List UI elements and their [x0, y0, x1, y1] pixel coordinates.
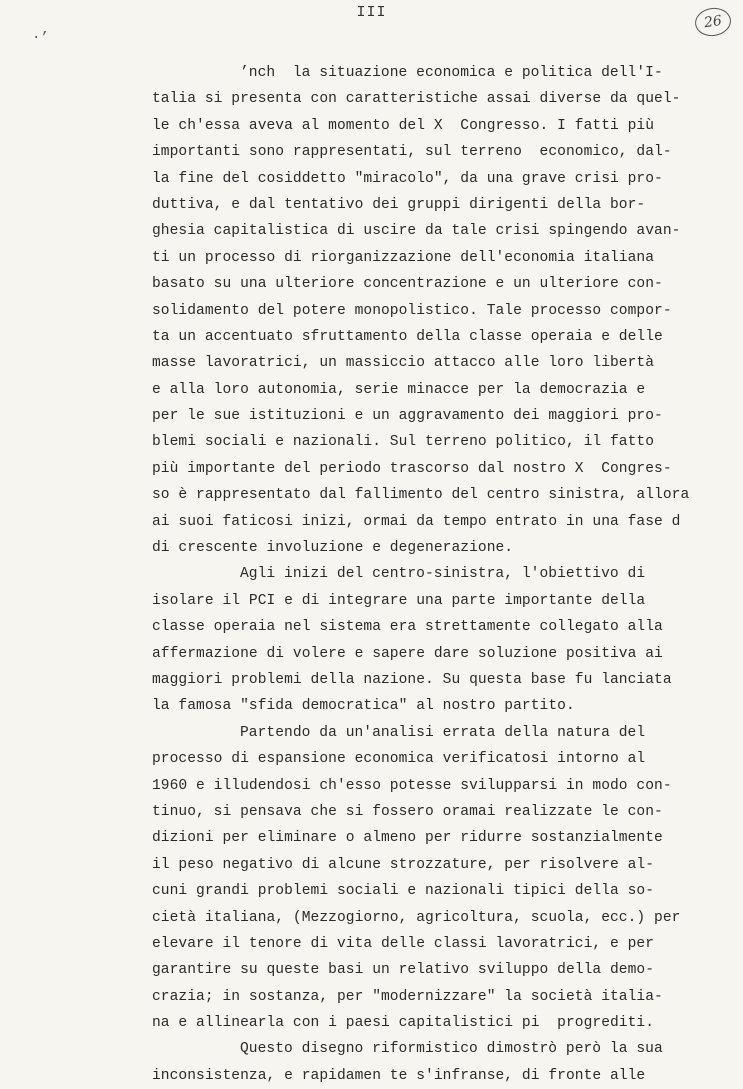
- text-line: ti un processo di riorganizzazione dell'economia italiana: [152, 249, 655, 266]
- text-line: ghesia capitalistica di uscire da tale crisi spingendo avan-: [152, 223, 681, 240]
- text-line: blemi sociali e nazionali. Sul terreno politico, il fatto: [152, 434, 655, 451]
- text-line: inconsistenza, e rapidamen te s'infranse, di fronte alle: [152, 1067, 646, 1084]
- text-line: le ch'essa aveva al momento del X Congresso. I fatti più: [152, 117, 655, 134]
- page-number: III: [356, 4, 387, 21]
- text-line: il peso negativo di alcune strozzature, per risolvere al-: [152, 856, 655, 873]
- text-line: affermazione di volere e sapere dare soluzione positiva ai: [152, 645, 663, 662]
- text-line: isolare il PCI e di integrare una parte importante della: [152, 592, 646, 609]
- text-line: importanti sono rappresentati, sul terreno economico, dal-: [152, 144, 672, 161]
- text-line: solidamento del potere monopolistico. Tale processo compor-: [152, 302, 672, 319]
- text-line: so è rappresentato dal fallimento del centro sinistra, allora: [152, 487, 690, 504]
- text-line: la famosa "sfida democratica" al nostro partito.: [152, 698, 575, 715]
- text-line: di crescente involuzione e degenerazione.: [152, 540, 514, 557]
- text-line: Partendo da un'analisi errata della natura del: [240, 724, 646, 741]
- text-line: ai suoi faticosi inizi, ormai da tempo entrato in una fase d: [152, 513, 681, 530]
- text-line: ’nch la situazione economica e politica dell'I-: [240, 65, 663, 81]
- text-line: la fine del cosiddetto "miracolo", da una grave crisi pro-: [152, 170, 663, 187]
- text-line: classe operaia nel sistema era strettamente collegato alla: [152, 619, 663, 636]
- text-line: garantire su queste basi un relativo sviluppo della demo-: [152, 962, 655, 979]
- text-line: dizioni per eliminare o almeno per ridurre sostanzialmente: [152, 830, 663, 847]
- text-line: processo di espansione economica verificatosi intorno al: [152, 751, 646, 768]
- text-line: ta un accentuato sfruttamento della classe operaia e delle: [152, 328, 663, 345]
- text-line: più importante del periodo trascorso dal nostro X Congres-: [152, 460, 672, 477]
- text-line: e alla loro autonomia, serie minacce per la democrazia e: [152, 381, 646, 398]
- text-line: duttiva, e dal tentativo dei gruppi dirigenti della bor-: [152, 196, 646, 213]
- text-line: na e allinearla con i paesi capitalistici pi progrediti.: [152, 1015, 655, 1032]
- text-line: Questo disegno riformistico dimostrò però la sua: [240, 1041, 663, 1058]
- text-line: tinuo, si pensava che si fossero oramai realizzate le con-: [152, 803, 663, 820]
- folio-stamp: 26: [693, 6, 733, 39]
- text-line: elevare il tenore di vita delle classi lavoratrici, e per: [152, 935, 655, 952]
- text-line: basato su una ulteriore concentrazione e un ulteriore con-: [152, 276, 663, 293]
- body-text: [152, 60, 712, 1089]
- margin-mark: ·’: [32, 30, 49, 46]
- text-line: talia si presenta con caratteristiche assai diverse da quel-: [152, 91, 681, 108]
- text-line: maggiori problemi della nazione. Su questa base fu lanciata: [152, 671, 672, 688]
- text-line: crazia; in sostanza, per "modernizzare" la società italia-: [152, 988, 663, 1005]
- text-line: masse lavoratrici, un massiccio attacco alle loro libertà: [152, 355, 655, 372]
- text-line: per le sue istituzioni e un aggravamento dei maggiori pro-: [152, 408, 663, 425]
- text-line: cietà italiana, (Mezzogiorno, agricoltura, scuola, ecc.) per: [152, 909, 681, 926]
- text-line: Agli inizi del centro-sinistra, l'obiettivo di: [240, 566, 646, 583]
- text-line: cuni grandi problemi sociali e nazionali tipici della so-: [152, 883, 655, 900]
- text-line: 1960 e illudendosi ch'esso potesse svilupparsi in modo con-: [152, 777, 672, 794]
